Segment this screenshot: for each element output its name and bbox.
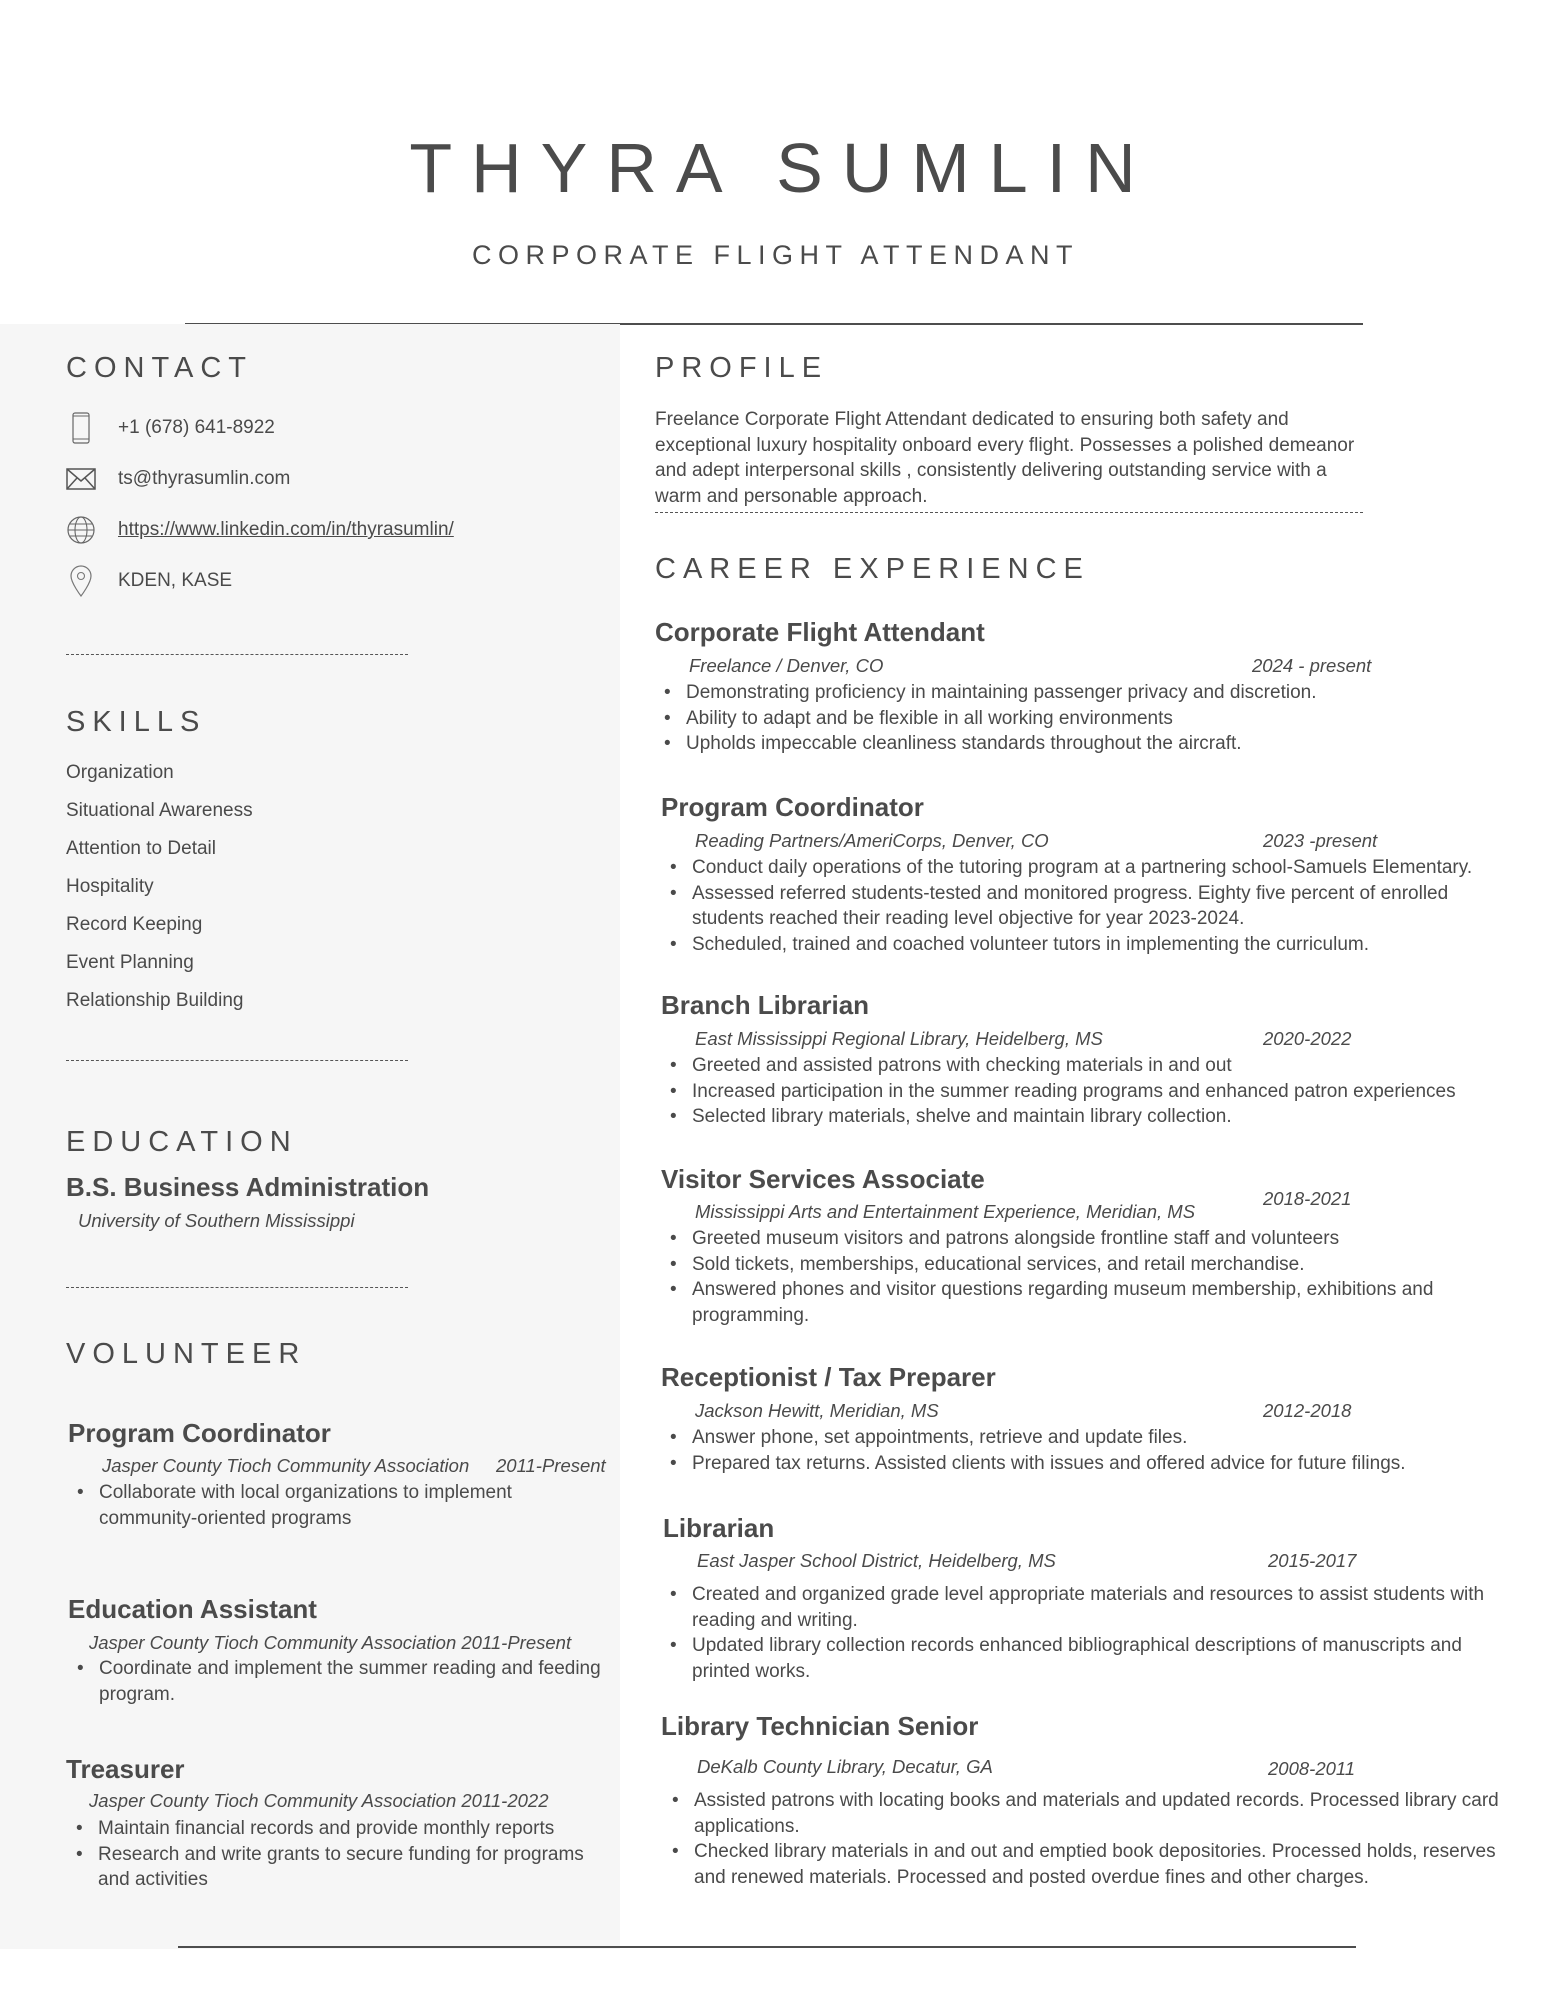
map-pin-icon: [66, 565, 96, 597]
job-bullets: [662, 855, 1492, 957]
phone-icon: [66, 412, 96, 444]
school: University of Southern Mississippi: [78, 1210, 355, 1231]
skills-heading: SKILLS: [66, 706, 207, 738]
education-divider: [66, 1287, 408, 1288]
list-item: • Updated library collection records enhanced bibliographical descriptions of manuscripts and printed works.: [662, 1633, 1492, 1684]
contact-linkedin: [66, 512, 454, 548]
envelope-icon: [66, 463, 96, 495]
skills-divider: [66, 1060, 408, 1061]
job-bullets: [662, 1582, 1492, 1684]
job-dates: 2023 -present: [1263, 830, 1378, 851]
list-item: • Sold tickets, memberships, educational services, and retail merchandise.: [662, 1252, 1462, 1278]
skill-item: Hospitality: [66, 876, 154, 897]
list-item: • Assisted patrons with locating books and materials and updated records. Processed library card applications.: [664, 1788, 1504, 1839]
phone-number: +1 (678) 641-8922: [118, 417, 275, 438]
job-bullets: [656, 680, 1526, 757]
list-item: • Greeted museum visitors and patrons alongside frontline staff and volunteers: [662, 1226, 1462, 1252]
education-heading: EDUCATION: [66, 1126, 298, 1158]
job-title: Branch Librarian: [661, 990, 870, 1020]
skill-item: Event Planning: [66, 952, 194, 973]
job-bullets: [662, 1226, 1462, 1328]
profile-heading: PROFILE: [655, 352, 829, 384]
volunteer-heading: VOLUNTEER: [66, 1338, 307, 1370]
list-item: • Demonstrating proficiency in maintaining passenger privacy and discretion.: [656, 680, 1526, 706]
list-item: • Answer phone, set appointments, retrieve and update files.: [662, 1425, 1522, 1451]
job-bullets: [662, 1425, 1522, 1476]
job-dates: 2012-2018: [1263, 1400, 1352, 1421]
skill-item: Relationship Building: [66, 990, 244, 1011]
skill-item: Attention to Detail: [66, 838, 216, 859]
skill-item: Organization: [66, 762, 174, 783]
contact-divider: [66, 654, 408, 655]
job-title: Visitor Services Associate: [661, 1164, 985, 1194]
list-item: • Greeted and assisted patrons with checking materials in and out: [662, 1053, 1532, 1079]
experience-heading: CAREER EXPERIENCE: [655, 553, 1090, 585]
job-bullets: [662, 1053, 1532, 1130]
list-item: • Checked library materials in and out and emptied book depositories. Processed holds, reserves and renewed materials. Processed and posted overdue fines and other charges.: [664, 1839, 1504, 1890]
job-org: East Mississippi Regional Library, Heidelberg, MS: [695, 1028, 1103, 1049]
volunteer-role: Education Assistant: [68, 1594, 317, 1624]
volunteer-org: Jasper County Tioch Community Association 2011-2022: [89, 1790, 549, 1811]
job-dates: 2008-2011: [1268, 1758, 1356, 1779]
list-item: • Coordinate and implement the summer reading and feeding program.: [69, 1656, 609, 1707]
list-item: • Scheduled, trained and coached volunteer tutors in implementing the curriculum.: [662, 932, 1492, 958]
list-item: • Conduct daily operations of the tutoring program at a partnering school-Samuels Elementary.: [662, 855, 1492, 881]
contact-phone: [66, 410, 275, 446]
list-item: • Increased participation in the summer reading programs and enhanced patron experiences: [662, 1079, 1532, 1105]
job-org: Freelance / Denver, CO: [689, 655, 884, 676]
list-item: • Answered phones and visitor questions regarding museum membership, exhibitions and programming.: [662, 1277, 1462, 1328]
footer-divider: [178, 1946, 1356, 1948]
job-dates: 2020-2022: [1263, 1028, 1352, 1049]
resume-header: [0, 0, 1545, 325]
job-title: Library Technician Senior: [661, 1711, 979, 1741]
volunteer-role: Program Coordinator: [68, 1418, 331, 1448]
job-org: East Jasper School District, Heidelberg, MS: [697, 1550, 1056, 1571]
job-org: DeKalb County Library, Decatur, GA: [697, 1756, 993, 1777]
job-title: Corporate Flight Attendant: [655, 617, 985, 647]
volunteer-dates: 2011-Present: [496, 1455, 606, 1476]
volunteer-bullets: [69, 1656, 609, 1707]
profile-summary: Freelance Corporate Flight Attendant dedicated to ensuring both safety and exceptional luxury hospitality onboard every flight. Possesses a polished demeanor and adept interpersonal skills , consistently delivering outstanding service with a warm and personable approach.: [655, 409, 1355, 507]
list-item: • Maintain financial records and provide monthly reports: [68, 1816, 608, 1842]
list-item: • Assessed referred students-tested and monitored progress. Eighty five percent of enrolled students reached their reading level objective for year 2023-2024.: [662, 881, 1492, 932]
job-dates: 2024 - present: [1252, 655, 1372, 676]
linkedin-link[interactable]: https://www.linkedin.com/in/thyrasumlin/: [118, 519, 454, 540]
contact-heading: CONTACT: [66, 352, 254, 384]
job-title: Program Coordinator: [661, 792, 924, 822]
list-item: • Selected library materials, shelve and maintain library collection.: [662, 1104, 1532, 1130]
job-bullets: [664, 1788, 1504, 1890]
job-title: Receptionist / Tax Preparer: [661, 1362, 996, 1392]
volunteer-bullets: [68, 1816, 608, 1893]
job-dates: 2018-2021: [1263, 1188, 1352, 1209]
list-item: • Upholds impeccable cleanliness standards throughout the aircraft.: [656, 731, 1526, 757]
list-item: • Created and organized grade level appropriate materials and resources to assist students with reading and writing.: [662, 1582, 1492, 1633]
job-org: Mississippi Arts and Entertainment Experience, Meridian, MS: [695, 1201, 1196, 1222]
list-item: • Prepared tax returns. Assisted clients with issues and offered advice for future filings.: [662, 1451, 1522, 1477]
job-dates: 2015-2017: [1268, 1550, 1357, 1571]
profile-divider: [655, 512, 1363, 513]
job-title: Librarian: [663, 1513, 775, 1543]
volunteer-org: Jasper County Tioch Community Association 2011-Present: [89, 1632, 572, 1653]
volunteer-bullets: [69, 1480, 609, 1531]
volunteer-role: Treasurer: [66, 1754, 185, 1784]
contact-email: [66, 461, 291, 497]
volunteer-org: Jasper County Tioch Community Association: [102, 1455, 470, 1476]
contact-location: [66, 563, 233, 599]
job-org: Jackson Hewitt, Meridian, MS: [695, 1400, 939, 1421]
job-org: Reading Partners/AmeriCorps, Denver, CO: [695, 830, 1049, 851]
globe-icon: [66, 514, 96, 546]
degree: B.S. Business Administration: [66, 1172, 430, 1202]
candidate-name: THYRA SUMLIN: [409, 129, 1155, 207]
list-item: • Collaborate with local organizations to implement community-oriented programs: [69, 1480, 609, 1531]
skill-item: Record Keeping: [66, 914, 203, 935]
list-item: • Ability to adapt and be flexible in all working environments: [656, 706, 1526, 732]
list-item: • Research and write grants to secure funding for programs and activities: [68, 1842, 608, 1893]
job-title-heading: CORPORATE FLIGHT ATTENDANT: [471, 240, 1080, 270]
skill-item: Situational Awareness: [66, 800, 253, 821]
location: KDEN, KASE: [118, 570, 233, 591]
email-address[interactable]: ts@thyrasumlin.com: [118, 468, 291, 489]
